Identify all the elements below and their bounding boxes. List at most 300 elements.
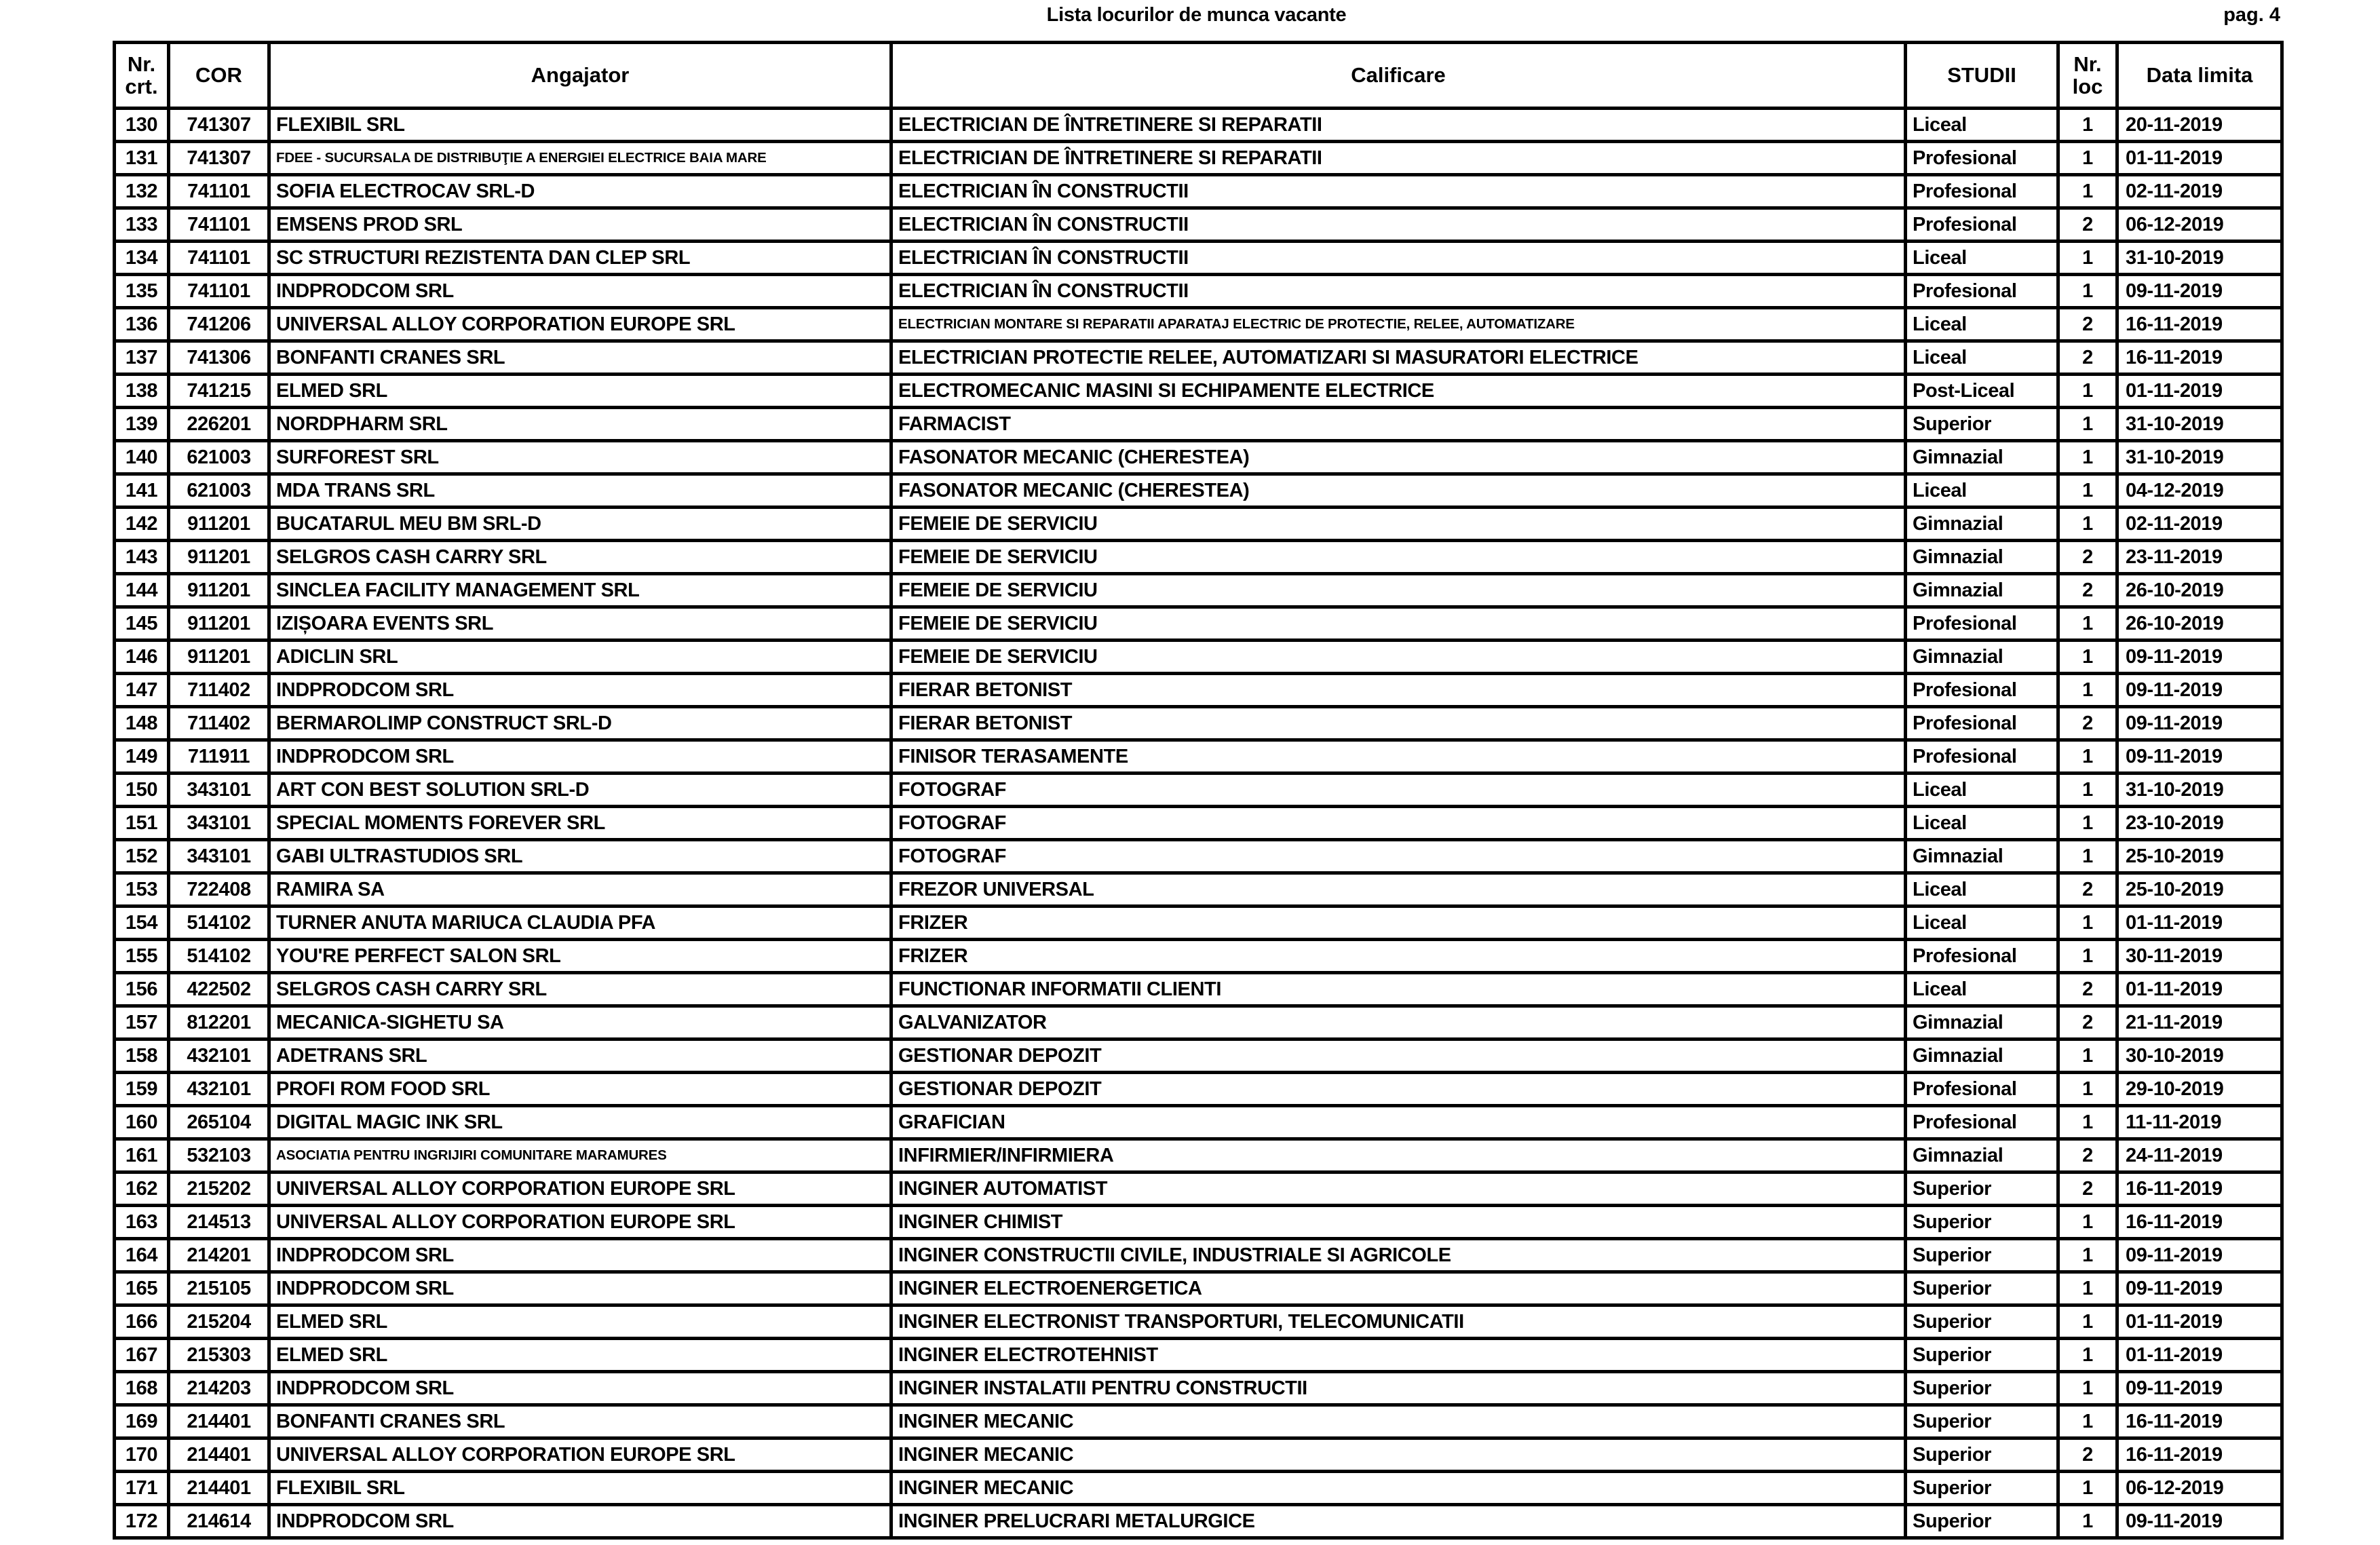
cell-nr-loc: 1 (2058, 375, 2117, 408)
cell-cor: 911201 (169, 541, 269, 574)
cell-nr-loc: 1 (2058, 474, 2117, 508)
cell-angajator: FDEE - SUCURSALA DE DISTRIBUŢIE A ENERGIEI ELECTRICE BAIA MARE (269, 142, 891, 175)
cell-studii: Profesional (1906, 142, 2058, 175)
cell-data-limita: 01-11-2019 (2117, 973, 2282, 1006)
cell-nr-crt: 165 (115, 1272, 169, 1305)
cell-nr-crt: 161 (115, 1139, 169, 1172)
cell-angajator: SURFOREST SRL (269, 441, 891, 474)
cell-nr-crt: 172 (115, 1505, 169, 1538)
cell-studii: Profesional (1906, 607, 2058, 641)
table-row (115, 1405, 2282, 1438)
cell-nr-crt: 166 (115, 1305, 169, 1339)
cell-cor: 343101 (169, 807, 269, 840)
cell-calificare: INGINER MECANIC (891, 1438, 1906, 1472)
table-row (115, 1006, 2282, 1039)
cell-nr-crt: 164 (115, 1239, 169, 1272)
cell-studii: Gimnazial (1906, 574, 2058, 607)
cell-studii: Profesional (1906, 1073, 2058, 1106)
table-row (115, 308, 2282, 341)
cell-nr-loc: 1 (2058, 1472, 2117, 1505)
cell-calificare: GESTIONAR DEPOZIT (891, 1073, 1906, 1106)
cell-calificare: INGINER MECANIC (891, 1405, 1906, 1438)
cell-cor: 432101 (169, 1073, 269, 1106)
cell-studii: Gimnazial (1906, 541, 2058, 574)
table-row (115, 109, 2282, 142)
cell-nr-loc: 1 (2058, 740, 2117, 774)
cell-angajator: ADETRANS SRL (269, 1039, 891, 1073)
cell-calificare: FEMEIE DE SERVICIU (891, 607, 1906, 641)
cell-angajator: INDPRODCOM SRL (269, 1505, 891, 1538)
cell-angajator: UNIVERSAL ALLOY CORPORATION EUROPE SRL (269, 1172, 891, 1206)
cell-angajator: MDA TRANS SRL (269, 474, 891, 508)
cell-nr-crt: 159 (115, 1073, 169, 1106)
cell-cor: 422502 (169, 973, 269, 1006)
cell-nr-crt: 155 (115, 940, 169, 973)
cell-calificare: ELECTRICIAN PROTECTIE RELEE, AUTOMATIZARI SI MASURATORI ELECTRICE (891, 341, 1906, 375)
cell-nr-crt: 143 (115, 541, 169, 574)
cell-angajator: ART CON BEST SOLUTION SRL-D (269, 774, 891, 807)
cell-data-limita: 26-10-2019 (2117, 574, 2282, 607)
cell-calificare: FIERAR BETONIST (891, 707, 1906, 740)
cell-nr-loc: 2 (2058, 541, 2117, 574)
cell-angajator: UNIVERSAL ALLOY CORPORATION EUROPE SRL (269, 1438, 891, 1472)
table-row (115, 873, 2282, 907)
table-row (115, 674, 2282, 707)
cell-studii: Gimnazial (1906, 840, 2058, 873)
cell-studii: Gimnazial (1906, 1006, 2058, 1039)
cell-cor: 741101 (169, 275, 269, 308)
table-row (115, 774, 2282, 807)
cell-studii: Gimnazial (1906, 641, 2058, 674)
cell-studii: Gimnazial (1906, 508, 2058, 541)
cell-studii: Superior (1906, 1405, 2058, 1438)
cell-calificare: ELECTRICIAN MONTARE SI REPARATII APARATAJ ELECTRIC DE PROTECTIE, RELEE, AUTOMATIZARE (891, 308, 1906, 341)
cell-data-limita: 16-11-2019 (2117, 1438, 2282, 1472)
table-row (115, 408, 2282, 441)
table-row (115, 1172, 2282, 1206)
cell-data-limita: 16-11-2019 (2117, 308, 2282, 341)
cell-data-limita: 16-11-2019 (2117, 1206, 2282, 1239)
cell-data-limita: 09-11-2019 (2117, 1239, 2282, 1272)
cell-data-limita: 31-10-2019 (2117, 774, 2282, 807)
cell-angajator: INDPRODCOM SRL (269, 740, 891, 774)
cell-data-limita: 25-10-2019 (2117, 873, 2282, 907)
cell-nr-crt: 149 (115, 740, 169, 774)
cell-nr-loc: 1 (2058, 408, 2117, 441)
cell-nr-loc: 1 (2058, 807, 2117, 840)
cell-nr-loc: 1 (2058, 441, 2117, 474)
cell-calificare: INFIRMIER/INFIRMIERA (891, 1139, 1906, 1172)
cell-data-limita: 31-10-2019 (2117, 408, 2282, 441)
cell-nr-loc: 2 (2058, 208, 2117, 242)
cell-calificare: FEMEIE DE SERVICIU (891, 508, 1906, 541)
table-row (115, 1272, 2282, 1305)
cell-cor: 215202 (169, 1172, 269, 1206)
cell-angajator: SOFIA ELECTROCAV SRL-D (269, 175, 891, 208)
cell-calificare: FINISOR TERASAMENTE (891, 740, 1906, 774)
cell-nr-loc: 2 (2058, 873, 2117, 907)
table-row (115, 1438, 2282, 1472)
cell-data-limita: 09-11-2019 (2117, 275, 2282, 308)
cell-cor: 621003 (169, 474, 269, 508)
cell-data-limita: 02-11-2019 (2117, 508, 2282, 541)
cell-calificare: INGINER AUTOMATIST (891, 1172, 1906, 1206)
cell-cor: 265104 (169, 1106, 269, 1139)
cell-studii: Liceal (1906, 973, 2058, 1006)
cell-nr-loc: 1 (2058, 242, 2117, 275)
cell-nr-loc: 1 (2058, 1372, 2117, 1405)
table-row (115, 940, 2282, 973)
cell-nr-loc: 1 (2058, 840, 2117, 873)
table-row (115, 707, 2282, 740)
cell-calificare: ELECTRICIAN ÎN CONSTRUCTII (891, 208, 1906, 242)
table-row (115, 907, 2282, 940)
cell-cor: 741101 (169, 175, 269, 208)
cell-studii: Profesional (1906, 707, 2058, 740)
cell-studii: Liceal (1906, 807, 2058, 840)
cell-calificare: INGINER ELECTROTEHNIST (891, 1339, 1906, 1372)
cell-angajator: ELMED SRL (269, 1305, 891, 1339)
cell-nr-crt: 157 (115, 1006, 169, 1039)
table-row (115, 208, 2282, 242)
table-row (115, 1372, 2282, 1405)
cell-nr-loc: 1 (2058, 641, 2117, 674)
cell-cor: 711911 (169, 740, 269, 774)
cell-nr-crt: 151 (115, 807, 169, 840)
cell-studii: Liceal (1906, 341, 2058, 375)
cell-nr-crt: 156 (115, 973, 169, 1006)
cell-studii: Liceal (1906, 873, 2058, 907)
table-row (115, 641, 2282, 674)
cell-cor: 812201 (169, 1006, 269, 1039)
cell-nr-crt: 132 (115, 175, 169, 208)
cell-nr-crt: 141 (115, 474, 169, 508)
cell-angajator: INDPRODCOM SRL (269, 674, 891, 707)
cell-nr-loc: 2 (2058, 1006, 2117, 1039)
cell-angajator: PROFI ROM FOOD SRL (269, 1073, 891, 1106)
cell-angajator: DIGITAL MAGIC INK SRL (269, 1106, 891, 1139)
cell-calificare: FASONATOR MECANIC (CHERESTEA) (891, 474, 1906, 508)
cell-nr-loc: 1 (2058, 1405, 2117, 1438)
cell-nr-crt: 154 (115, 907, 169, 940)
cell-calificare: FOTOGRAF (891, 774, 1906, 807)
page-title: Lista locurilor de munca vacante (1046, 4, 1347, 26)
cell-cor: 911201 (169, 607, 269, 641)
cell-nr-crt: 138 (115, 375, 169, 408)
cell-data-limita: 29-10-2019 (2117, 1073, 2282, 1106)
cell-data-limita: 30-11-2019 (2117, 940, 2282, 973)
cell-angajator: BONFANTI CRANES SRL (269, 1405, 891, 1438)
cell-nr-loc: 1 (2058, 674, 2117, 707)
cell-nr-loc: 1 (2058, 142, 2117, 175)
cell-nr-crt: 170 (115, 1438, 169, 1472)
cell-cor: 343101 (169, 840, 269, 873)
cell-angajator: TURNER ANUTA MARIUCA CLAUDIA PFA (269, 907, 891, 940)
cell-cor: 214401 (169, 1405, 269, 1438)
cell-studii: Profesional (1906, 275, 2058, 308)
cell-nr-loc: 1 (2058, 175, 2117, 208)
table-row (115, 142, 2282, 175)
cell-data-limita: 09-11-2019 (2117, 707, 2282, 740)
cell-data-limita: 06-12-2019 (2117, 1472, 2282, 1505)
cell-calificare: FEMEIE DE SERVICIU (891, 574, 1906, 607)
cell-studii: Liceal (1906, 907, 2058, 940)
cell-cor: 741206 (169, 308, 269, 341)
cell-nr-crt: 168 (115, 1372, 169, 1405)
cell-cor: 214614 (169, 1505, 269, 1538)
cell-calificare: INGINER ELECTRONIST TRANSPORTURI, TELECOMUNICATII (891, 1305, 1906, 1339)
cell-cor: 214203 (169, 1372, 269, 1405)
cell-calificare: ELECTRICIAN DE ÎNTRETINERE SI REPARATII (891, 109, 1906, 142)
cell-angajator: INDPRODCOM SRL (269, 1239, 891, 1272)
header-calificare: Calificare (891, 43, 1906, 109)
cell-angajator: IZIȘOARA EVENTS SRL (269, 607, 891, 641)
cell-studii: Profesional (1906, 740, 2058, 774)
cell-cor: 514102 (169, 907, 269, 940)
cell-angajator: ELMED SRL (269, 375, 891, 408)
cell-nr-loc: 1 (2058, 1239, 2117, 1272)
cell-angajator: INDPRODCOM SRL (269, 275, 891, 308)
cell-studii: Superior (1906, 1472, 2058, 1505)
cell-nr-crt: 158 (115, 1039, 169, 1073)
cell-nr-loc: 2 (2058, 707, 2117, 740)
cell-angajator: ELMED SRL (269, 1339, 891, 1372)
table-row (115, 1339, 2282, 1372)
cell-studii: Profesional (1906, 175, 2058, 208)
cell-calificare: FRIZER (891, 940, 1906, 973)
cell-calificare: GALVANIZATOR (891, 1006, 1906, 1039)
cell-calificare: FEMEIE DE SERVICIU (891, 541, 1906, 574)
cell-calificare: ELECTRICIAN ÎN CONSTRUCTII (891, 275, 1906, 308)
cell-data-limita: 09-11-2019 (2117, 1505, 2282, 1538)
cell-nr-loc: 1 (2058, 109, 2117, 142)
cell-cor: 741306 (169, 341, 269, 375)
cell-cor: 711402 (169, 707, 269, 740)
cell-cor: 741307 (169, 142, 269, 175)
cell-calificare: FRIZER (891, 907, 1906, 940)
cell-nr-crt: 148 (115, 707, 169, 740)
cell-nr-loc: 1 (2058, 907, 2117, 940)
cell-nr-loc: 1 (2058, 1505, 2117, 1538)
table-row (115, 807, 2282, 840)
table-row (115, 441, 2282, 474)
cell-data-limita: 09-11-2019 (2117, 674, 2282, 707)
cell-data-limita: 09-11-2019 (2117, 1372, 2282, 1405)
cell-calificare: INGINER PRELUCRARI METALURGICE (891, 1505, 1906, 1538)
cell-nr-crt: 135 (115, 275, 169, 308)
cell-cor: 214201 (169, 1239, 269, 1272)
cell-nr-loc: 1 (2058, 275, 2117, 308)
cell-nr-crt: 130 (115, 109, 169, 142)
table-row (115, 840, 2282, 873)
table-row (115, 541, 2282, 574)
cell-calificare: INGINER CHIMIST (891, 1206, 1906, 1239)
cell-cor: 911201 (169, 574, 269, 607)
cell-cor: 741215 (169, 375, 269, 408)
cell-angajator: FLEXIBIL SRL (269, 109, 891, 142)
cell-angajator: BUCATARUL MEU BM SRL-D (269, 508, 891, 541)
cell-calificare: INGINER ELECTROENERGETICA (891, 1272, 1906, 1305)
cell-angajator: EMSENS PROD SRL (269, 208, 891, 242)
cell-nr-loc: 1 (2058, 607, 2117, 641)
cell-calificare: FIERAR BETONIST (891, 674, 1906, 707)
cell-studii: Superior (1906, 1272, 2058, 1305)
cell-nr-loc: 2 (2058, 973, 2117, 1006)
cell-studii: Superior (1906, 408, 2058, 441)
cell-studii: Superior (1906, 1372, 2058, 1405)
cell-studii: Superior (1906, 1339, 2058, 1372)
table-row (115, 1505, 2282, 1538)
cell-data-limita: 31-10-2019 (2117, 441, 2282, 474)
cell-angajator: SINCLEA FACILITY MANAGEMENT SRL (269, 574, 891, 607)
cell-nr-crt: 146 (115, 641, 169, 674)
cell-data-limita: 23-11-2019 (2117, 541, 2282, 574)
cell-data-limita: 30-10-2019 (2117, 1039, 2282, 1073)
cell-studii: Gimnazial (1906, 441, 2058, 474)
cell-nr-crt: 144 (115, 574, 169, 607)
cell-nr-crt: 133 (115, 208, 169, 242)
cell-studii: Liceal (1906, 308, 2058, 341)
cell-nr-loc: 1 (2058, 940, 2117, 973)
page-number: pag. 4 (2223, 4, 2280, 26)
cell-calificare: ELECTRICIAN DE ÎNTRETINERE SI REPARATII (891, 142, 1906, 175)
cell-nr-loc: 2 (2058, 308, 2117, 341)
cell-nr-loc: 1 (2058, 1073, 2117, 1106)
cell-cor: 226201 (169, 408, 269, 441)
cell-angajator: INDPRODCOM SRL (269, 1272, 891, 1305)
cell-angajator: UNIVERSAL ALLOY CORPORATION EUROPE SRL (269, 1206, 891, 1239)
cell-nr-loc: 1 (2058, 1305, 2117, 1339)
cell-nr-loc: 2 (2058, 341, 2117, 375)
table-row (115, 740, 2282, 774)
cell-angajator: GABI ULTRASTUDIOS SRL (269, 840, 891, 873)
cell-angajator: BERMAROLIMP CONSTRUCT SRL-D (269, 707, 891, 740)
cell-nr-crt: 131 (115, 142, 169, 175)
cell-cor: 214401 (169, 1438, 269, 1472)
cell-nr-loc: 2 (2058, 1438, 2117, 1472)
cell-calificare: GRAFICIAN (891, 1106, 1906, 1139)
cell-angajator: BONFANTI CRANES SRL (269, 341, 891, 375)
cell-nr-loc: 1 (2058, 1106, 2117, 1139)
cell-nr-crt: 169 (115, 1405, 169, 1438)
table-row (115, 1472, 2282, 1505)
cell-calificare: FREZOR UNIVERSAL (891, 873, 1906, 907)
cell-nr-crt: 137 (115, 341, 169, 375)
cell-nr-crt: 152 (115, 840, 169, 873)
cell-studii: Superior (1906, 1239, 2058, 1272)
cell-data-limita: 04-12-2019 (2117, 474, 2282, 508)
cell-data-limita: 09-11-2019 (2117, 1272, 2282, 1305)
cell-angajator: INDPRODCOM SRL (269, 1372, 891, 1405)
cell-calificare: GESTIONAR DEPOZIT (891, 1039, 1906, 1073)
cell-nr-loc: 2 (2058, 1139, 2117, 1172)
cell-cor: 514102 (169, 940, 269, 973)
table-row (115, 1139, 2282, 1172)
table-row (115, 242, 2282, 275)
cell-nr-crt: 134 (115, 242, 169, 275)
cell-studii: Superior (1906, 1438, 2058, 1472)
cell-calificare: FARMACIST (891, 408, 1906, 441)
cell-cor: 215303 (169, 1339, 269, 1372)
cell-cor: 621003 (169, 441, 269, 474)
cell-nr-crt: 139 (115, 408, 169, 441)
cell-nr-loc: 1 (2058, 774, 2117, 807)
cell-calificare: FOTOGRAF (891, 807, 1906, 840)
cell-nr-crt: 150 (115, 774, 169, 807)
cell-nr-crt: 162 (115, 1172, 169, 1206)
cell-data-limita: 16-11-2019 (2117, 1405, 2282, 1438)
table-row (115, 175, 2282, 208)
table-row (115, 1106, 2282, 1139)
cell-data-limita: 01-11-2019 (2117, 907, 2282, 940)
cell-nr-crt: 163 (115, 1206, 169, 1239)
cell-data-limita: 02-11-2019 (2117, 175, 2282, 208)
header-nr-loc: Nr. loc (2058, 43, 2117, 109)
cell-nr-crt: 140 (115, 441, 169, 474)
cell-studii: Superior (1906, 1305, 2058, 1339)
cell-nr-loc: 1 (2058, 1272, 2117, 1305)
cell-nr-crt: 142 (115, 508, 169, 541)
cell-data-limita: 09-11-2019 (2117, 740, 2282, 774)
cell-calificare: ELECTRICIAN ÎN CONSTRUCTII (891, 242, 1906, 275)
cell-nr-loc: 2 (2058, 574, 2117, 607)
cell-calificare: INGINER INSTALATII PENTRU CONSTRUCTII (891, 1372, 1906, 1405)
cell-angajator: MECANICA-SIGHETU SA (269, 1006, 891, 1039)
vacancy-table-body (115, 109, 2282, 1538)
table-row (115, 1206, 2282, 1239)
table-row (115, 607, 2282, 641)
cell-calificare: FUNCTIONAR INFORMATII CLIENTI (891, 973, 1906, 1006)
table-row (115, 508, 2282, 541)
cell-calificare: INGINER MECANIC (891, 1472, 1906, 1505)
cell-angajator: NORDPHARM SRL (269, 408, 891, 441)
header-angajator: Angajator (269, 43, 891, 109)
cell-calificare: FEMEIE DE SERVICIU (891, 641, 1906, 674)
cell-angajator: RAMIRA SA (269, 873, 891, 907)
cell-nr-crt: 145 (115, 607, 169, 641)
table-row (115, 1039, 2282, 1073)
cell-data-limita: 16-11-2019 (2117, 341, 2282, 375)
cell-cor: 911201 (169, 508, 269, 541)
cell-calificare: ELECTRICIAN ÎN CONSTRUCTII (891, 175, 1906, 208)
cell-nr-loc: 1 (2058, 508, 2117, 541)
cell-cor: 911201 (169, 641, 269, 674)
cell-data-limita: 01-11-2019 (2117, 1339, 2282, 1372)
cell-studii: Superior (1906, 1172, 2058, 1206)
cell-data-limita: 26-10-2019 (2117, 607, 2282, 641)
table-row (115, 973, 2282, 1006)
cell-studii: Profesional (1906, 208, 2058, 242)
header-cor: COR (169, 43, 269, 109)
cell-data-limita: 31-10-2019 (2117, 242, 2282, 275)
cell-data-limita: 24-11-2019 (2117, 1139, 2282, 1172)
cell-studii: Profesional (1906, 1106, 2058, 1139)
cell-data-limita: 01-11-2019 (2117, 1305, 2282, 1339)
cell-angajator: FLEXIBIL SRL (269, 1472, 891, 1505)
header-studii: STUDII (1906, 43, 2058, 109)
cell-angajator: ADICLIN SRL (269, 641, 891, 674)
cell-cor: 215105 (169, 1272, 269, 1305)
cell-data-limita: 09-11-2019 (2117, 641, 2282, 674)
cell-studii: Profesional (1906, 940, 2058, 973)
table-row (115, 341, 2282, 375)
vacancy-table (113, 41, 2284, 1540)
header-nr-crt: Nr. crt. (115, 43, 169, 109)
cell-nr-crt: 153 (115, 873, 169, 907)
cell-nr-loc: 2 (2058, 1172, 2117, 1206)
cell-nr-crt: 171 (115, 1472, 169, 1505)
cell-cor: 215204 (169, 1305, 269, 1339)
